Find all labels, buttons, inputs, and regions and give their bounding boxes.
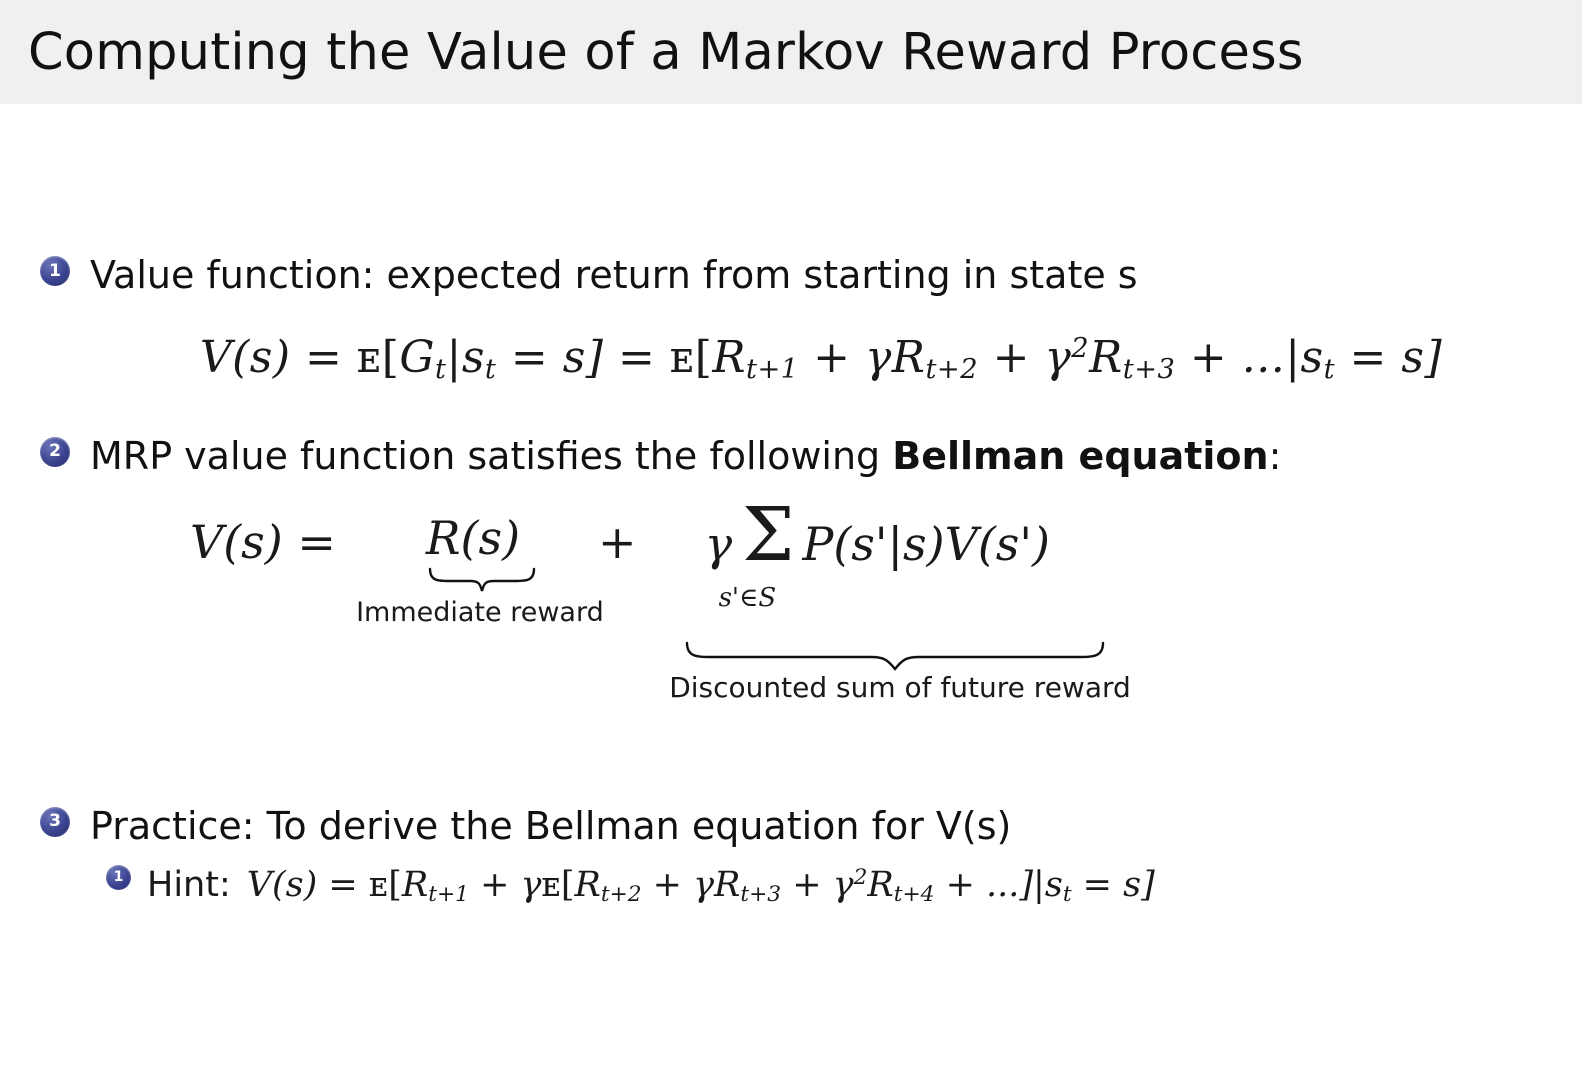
bullet-marker-1: 1 bbox=[40, 256, 70, 286]
hint-plus-3: + bbox=[781, 864, 833, 905]
discounted-reward-label: Discounted sum of future reward bbox=[669, 670, 1131, 704]
hint-label: Hint: bbox=[147, 864, 231, 905]
bullet-2-prefix: MRP value function satisfies the following bbox=[90, 433, 893, 478]
eq1-plus-1: + bbox=[798, 331, 865, 383]
expectation-symbol-2: ᴇ bbox=[669, 331, 695, 383]
bullet-marker-3-1: 1 bbox=[106, 865, 131, 890]
slide-title-bar bbox=[0, 0, 1582, 104]
hint-r1: R bbox=[401, 864, 429, 905]
eq1-lhs: V(s) = bbox=[199, 331, 343, 383]
bellman-equation bbox=[190, 491, 1370, 704]
bullet-item-1 bbox=[40, 253, 1542, 385]
hint-r2: R bbox=[574, 864, 601, 905]
eq1-cond-1: |s bbox=[446, 331, 485, 383]
hint-gamma-1: γ bbox=[520, 864, 542, 905]
hint-equation bbox=[247, 865, 1155, 907]
bellman-plus: + bbox=[598, 514, 637, 569]
eq1-r2-sub: t+2 bbox=[925, 353, 979, 385]
eq1-cond-sub-1: t bbox=[484, 353, 497, 385]
hint-plus-1: + bbox=[468, 864, 521, 905]
hint-tail: + ...]|s bbox=[934, 864, 1063, 905]
eq1-gamma-2-exp: 2 bbox=[1071, 332, 1090, 364]
bullet-item-2 bbox=[40, 433, 1542, 704]
summation-icon: Σ bbox=[742, 491, 795, 578]
eq1-r3: R bbox=[1089, 331, 1123, 383]
underbrace-large-icon bbox=[685, 641, 1105, 671]
expectation-symbol-1: ᴇ bbox=[356, 331, 382, 383]
bullet-marker-2: 2 bbox=[40, 437, 70, 467]
hint-r4: R bbox=[867, 864, 894, 905]
hint-r3: R bbox=[714, 864, 741, 905]
eq1-tail-end: = s] bbox=[1335, 331, 1443, 383]
hint-lhs: V(s) = bbox=[246, 864, 358, 905]
eq1-tail-sub: t bbox=[1323, 353, 1336, 385]
eq1-return-symbol: G bbox=[399, 331, 436, 383]
hint-bracket-2: [ bbox=[560, 864, 575, 905]
eq1-r3-sub: t+3 bbox=[1122, 353, 1176, 385]
hint-expectation-2: ᴇ bbox=[541, 864, 561, 905]
bellman-immediate-reward-term bbox=[356, 510, 604, 628]
hint-gamma-2: γ bbox=[693, 864, 715, 905]
bullet-item-3 bbox=[40, 803, 1542, 907]
bellman-lhs: V(s) = bbox=[190, 514, 336, 569]
eq1-r2: R bbox=[891, 331, 926, 383]
bellman-gamma: γ bbox=[704, 516, 733, 571]
slide-content bbox=[0, 253, 1582, 907]
bullet-2-bold: Bellman equation bbox=[892, 433, 1269, 478]
bullet-text-2 bbox=[90, 433, 1282, 478]
bullet-text-1: Value function: expected return from starting in state s bbox=[90, 253, 1138, 297]
eq1-r1: R bbox=[712, 331, 746, 383]
immediate-reward-label: Immediate reward bbox=[356, 596, 604, 628]
value-function-equation bbox=[100, 332, 1542, 385]
hint-gamma-3-exp: 2 bbox=[853, 864, 868, 890]
hint-bracket-1: [ bbox=[388, 864, 402, 905]
summation-subscript: s'∈S bbox=[718, 582, 777, 613]
bullet-text-3: Practice: To derive the Bellman equation for V(s) bbox=[90, 803, 1012, 848]
bullet-item-3-sub bbox=[106, 865, 1542, 907]
page-title: Computing the Value of a Markov Reward Process bbox=[28, 22, 1304, 82]
eq1-r1-sub: t+1 bbox=[746, 353, 799, 385]
eq1-gamma-2: γ bbox=[1044, 331, 1072, 383]
hint-tail-sub: t bbox=[1062, 881, 1072, 907]
underbrace-small-icon bbox=[428, 567, 536, 593]
hint-gamma-3: γ bbox=[832, 864, 854, 905]
bellman-reward: R(s) bbox=[425, 510, 521, 565]
hint-expectation-1: ᴇ bbox=[368, 864, 389, 905]
eq1-bracket-open-2: [ bbox=[694, 331, 713, 383]
eq1-gamma-1: γ bbox=[865, 331, 892, 383]
hint-r1-sub: t+1 bbox=[428, 881, 469, 907]
bellman-discounted-term bbox=[704, 491, 1050, 613]
eq1-bracket-open-1: [ bbox=[381, 331, 400, 383]
bullet-marker-3: 3 bbox=[40, 807, 70, 837]
hint-r4-sub: t+4 bbox=[893, 881, 935, 907]
eq1-return-subscript: t bbox=[435, 353, 447, 385]
hint-plus-2: + bbox=[641, 864, 694, 905]
bullet-2-suffix: : bbox=[1268, 433, 1282, 478]
hint-r2-sub: t+2 bbox=[600, 881, 642, 907]
hint-tail-end: = s] bbox=[1071, 864, 1155, 905]
bellman-transition-value: P(s'|s)V(s') bbox=[802, 516, 1050, 571]
eq1-cond-end-1: = s] = bbox=[496, 331, 656, 383]
hint-r3-sub: t+3 bbox=[740, 881, 782, 907]
eq1-plus-2: + bbox=[978, 331, 1045, 383]
eq1-tail: + ...|s bbox=[1175, 331, 1324, 383]
